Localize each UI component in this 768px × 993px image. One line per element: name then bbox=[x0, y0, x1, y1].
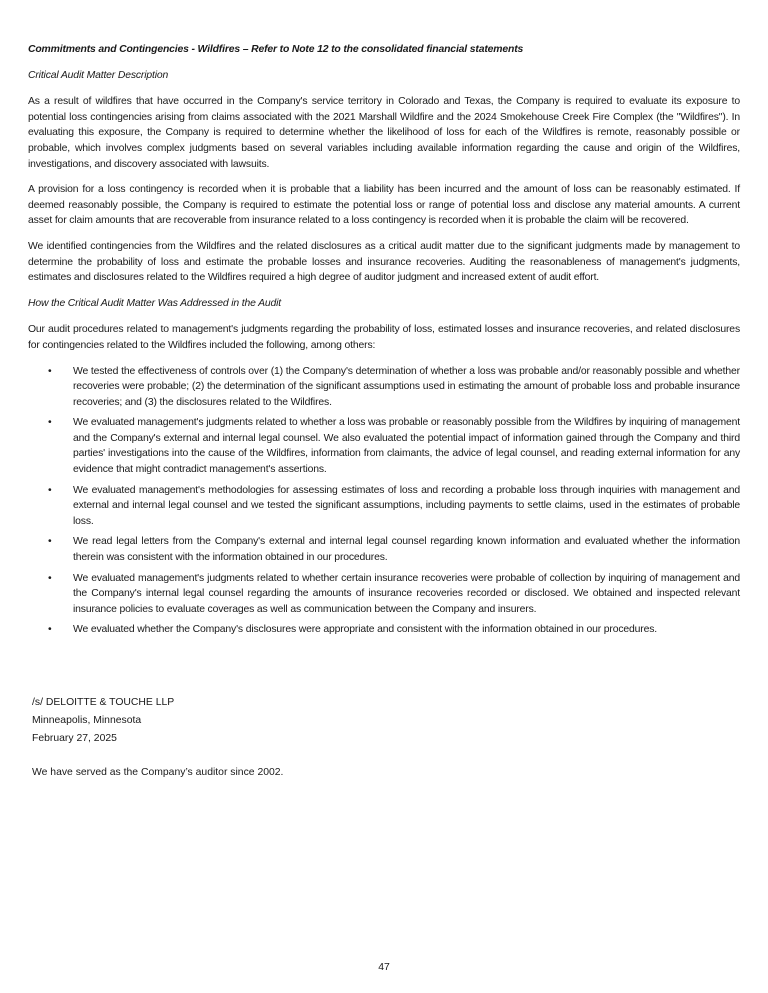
signature-date: February 27, 2025 bbox=[32, 733, 117, 744]
bullet-icon: • bbox=[48, 484, 52, 496]
bullet-icon: • bbox=[48, 365, 52, 377]
list-item-text: We evaluated whether the Company's disclosures were appropriate and consistent with the information obtained in our procedures. bbox=[73, 624, 658, 636]
firm-signature: /s/ DELOITTE & TOUCHE LLP bbox=[32, 697, 175, 708]
auditor-tenure: We have served as the Company’s auditor since 2002. bbox=[32, 767, 284, 778]
signature-location: Minneapolis, Minnesota bbox=[32, 715, 142, 726]
bullet-icon: • bbox=[48, 572, 52, 584]
bullet-icon: • bbox=[48, 417, 52, 429]
paragraph-exposure: As a result of wildfires that have occurred in the Company's service territory in Colorado and Texas, the Company is required to evaluate its exposure to potential loss contingencies arising from claims associated with the 2021 Marshall Wildfire and the 2024 Smokehouse Creek Fire Complex (the "Wildfires"). In evaluating this exposure, the Company is required to determine whether the likelihood of loss for each of the Wildfires is remote, reasonably possible or probable, which involves complex judgments based on several variables including available information regarding the cause and origin of the Wildfires, investigations, and discovery associated with lawsuits. bbox=[28, 96, 740, 170]
paragraph-identification: We identified contingencies from the Wildfires and the related disclosures as a critical audit matter due to the significant judgments made by management to determine the probability of loss and estimate the probable losses and insurance recoveries. Auditing the reasonableness of management's judgments, estimates and disclosures related to the Wildfires required a high degree of auditor judgment and increased extent of audit effort. bbox=[28, 240, 740, 284]
list-item bbox=[28, 483, 740, 530]
section-heading: Commitments and Contingencies - Wildfires – Refer to Note 12 to the consolidated financial statements bbox=[28, 44, 524, 55]
auditor-signature-block bbox=[32, 694, 283, 782]
procedures-list bbox=[28, 364, 740, 639]
list-item-text: We evaluated management's judgments related to whether a loss was probable or reasonably possible from the Wildfires by inquiring of management and the Company's external and internal legal counsel. We also evaluated the potential impact of information gained through the Company and third parties' investigations into the cause of the Wildfires, information from claimants, the advice of legal counsel, and reading external information for any evidence that might contradict management's assertions. bbox=[73, 417, 740, 476]
page-number: 47 bbox=[378, 962, 390, 973]
list-item-text: We tested the effectiveness of controls over (1) the Company's determination of whether a loss was probable and/or reasonably possible and whether recoveries were probable; (2) the determination of the significant assumptions used in estimating the amount of probable loss and probable insurance recoveries; and (3) the disclosures related to the Wildfires. bbox=[73, 365, 740, 408]
list-item bbox=[28, 364, 740, 411]
list-item bbox=[28, 415, 740, 477]
paragraph-provision: A provision for a loss contingency is recorded when it is probable that a liability has been incurred and the amount of loss can be reasonably estimated. If deemed reasonably possible, the Company is required to estimate the potential loss or range of potential loss and disclose any material amounts. A current asset for claim amounts that are recoverable from insurance related to a loss contingency is recorded when it is probable the claim will be recovered. bbox=[28, 184, 740, 227]
subheading-description: Critical Audit Matter Description bbox=[28, 69, 169, 81]
list-item bbox=[28, 571, 740, 618]
spacer bbox=[32, 748, 283, 764]
list-item-text: We read legal letters from the Company's external and internal legal counsel regarding known information and evaluated whether the information therein was consistent with the information obtained in our procedures. bbox=[73, 536, 740, 564]
document-body bbox=[28, 42, 740, 643]
list-item bbox=[28, 622, 740, 638]
list-item bbox=[28, 534, 740, 565]
bullet-icon: • bbox=[48, 536, 52, 548]
list-item-text: We evaluated management's methodologies for assessing estimates of loss and recording a probable loss through inquiries with management and external and internal legal counsel and we tested the significant assumptions, including payments to settle claims, used in the estimates of probable loss. bbox=[73, 484, 740, 527]
paragraph-procedures-intro: Our audit procedures related to management's judgments regarding the probability of loss, estimated losses and insurance recoveries, and related disclosures for contingencies related to the Wildfires included the following, among others: bbox=[28, 324, 740, 351]
bullet-icon: • bbox=[48, 624, 52, 636]
subheading-how-addressed: How the Critical Audit Matter Was Addressed in the Audit bbox=[28, 297, 282, 309]
list-item-text: We evaluated management's judgments related to whether certain insurance recoveries were probable of collection by inquiring of management and the Company's internal legal counsel regarding the amounts of insurance recoveries recorded or disclosed. We obtained and inspected relevant insurance policies to evaluate coverages as well as communication between the Company and insurers. bbox=[73, 572, 740, 615]
